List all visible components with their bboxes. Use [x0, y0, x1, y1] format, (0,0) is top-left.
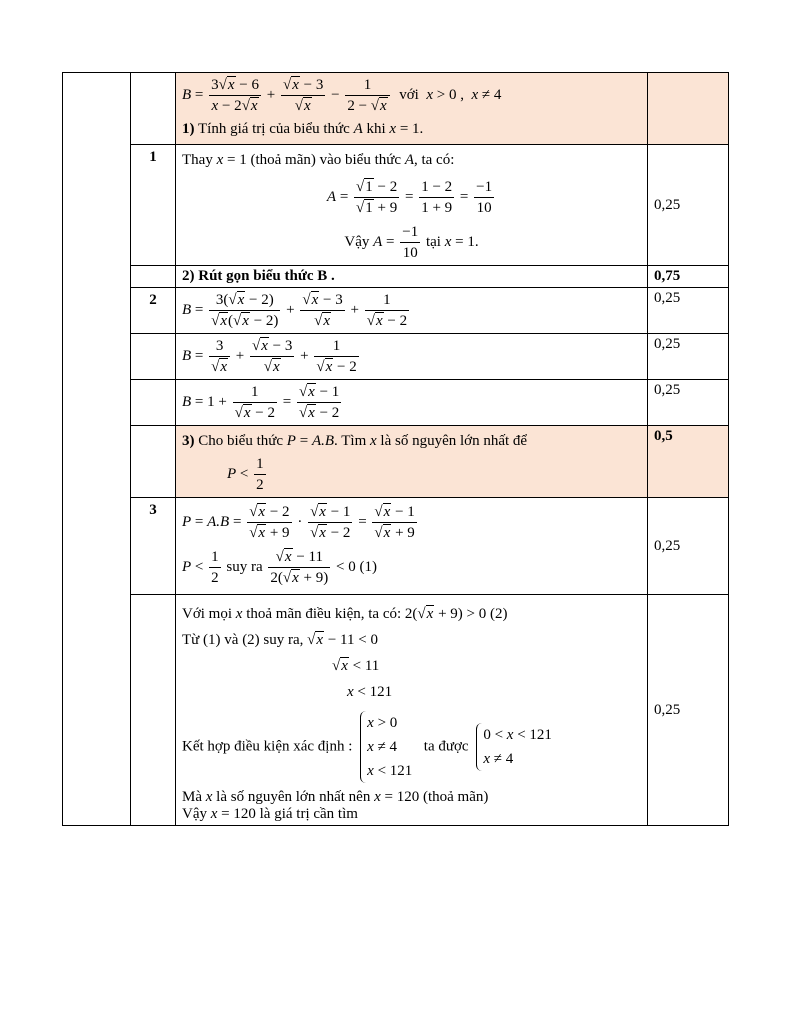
- score: 0,25: [648, 595, 729, 826]
- answer-table: [62, 72, 729, 826]
- part2-step1: B = 3(√ x − 2) √ x(√ x − 2) + √ x − 3 √ x + 1 √ x − 2: [176, 288, 648, 334]
- part2-step2-row: [63, 334, 729, 380]
- score: 0,25: [648, 145, 729, 266]
- score: 0,25: [648, 498, 729, 595]
- part1-row: [63, 145, 729, 266]
- part1-conclusion: Vậy A = $\frac{-1}{10}$ tại x = 1.: [344, 224, 479, 261]
- part3-step2-row: [63, 595, 729, 826]
- score: 0,25: [648, 288, 729, 334]
- part2-step1-row: [63, 288, 729, 334]
- expression-B: B = $\frac{3√ x - 6}{x - 2√ x}$ + √ x − 3 √ x − $\frac{1}{2 - √ x}$ với x > 0 , x ≠ 4: [182, 75, 641, 116]
- row-number: 3: [131, 498, 176, 595]
- part2-step2: B = 3 √ x + √ x − 3 √ x + 1 √ x − 2: [176, 334, 648, 380]
- blank-column: [63, 73, 131, 826]
- part3-step1-row: [63, 498, 729, 595]
- part3-prompt: 3) Cho biểu thức P = A.B. Tìm x là số nguyên lớn nhất để P < $\frac{1}{2}$: [176, 426, 648, 498]
- score: 0,25: [648, 380, 729, 426]
- part3-step2: Với mọi x thoả mãn điều kiện, ta có: 2(√ x + 9) > 0 (2) Từ (1) và (2) suy ra, √ x − 11 < 0 √ x < 11 x < 121 Kết hợp điều kiện xác định : x > 0 x ≠ 4 x < 121 ta được 0 < x < 121 x ≠ 4 Mà x là số nguyên lớn nhất nên x = 120 (thoả mãn) Vậy x = 120 là giá trị cần tìm: [176, 595, 648, 826]
- score: 0,25: [648, 334, 729, 380]
- part2-step3: B = 1 + 1 √ x − 2 = √ x − 1 √ x − 2: [176, 380, 648, 426]
- part2-header-row: [63, 266, 729, 288]
- row-number: 2: [131, 288, 176, 334]
- score: 0,75: [648, 266, 729, 288]
- problem-statement: [176, 73, 648, 145]
- part3-header-row: [63, 426, 729, 498]
- score: 0,5: [648, 426, 729, 498]
- row-number: 1: [131, 145, 176, 266]
- part1-calc: A = √ 1 − 2 √ 1 + 9 = $\frac{1 - 2}{1 + 9}$ = $\frac{-1}{10}$: [182, 177, 641, 218]
- part2-step3-row: [63, 380, 729, 426]
- part1-prompt: 1) Tính giá trị của biểu thức A khi x = 1.: [182, 121, 424, 137]
- part1-solution: Thay x = 1 (thoả mãn) vào biểu thức A, ta có: A = √ 1 − 2 √ 1 + 9 = $\frac{1 - 2}{1 + 9}$ = $\frac{-1}{10}$ Vậy A = $\frac{-1}{10}$ tại x = 1.: [176, 145, 648, 266]
- part2-prompt: 2) Rút gọn biểu thức B .: [176, 266, 648, 288]
- problem-row: [63, 73, 729, 145]
- part3-step1: P = A.B = √ x − 2 √ x + 9 · √ x − 1 √ x − 2 = √ x − 1 √ x + 9 P < $\frac{1}{2}$ suy ra √ $\frac{x - 11}{2(√ x + 9)}$ < 0 (1): [176, 498, 648, 595]
